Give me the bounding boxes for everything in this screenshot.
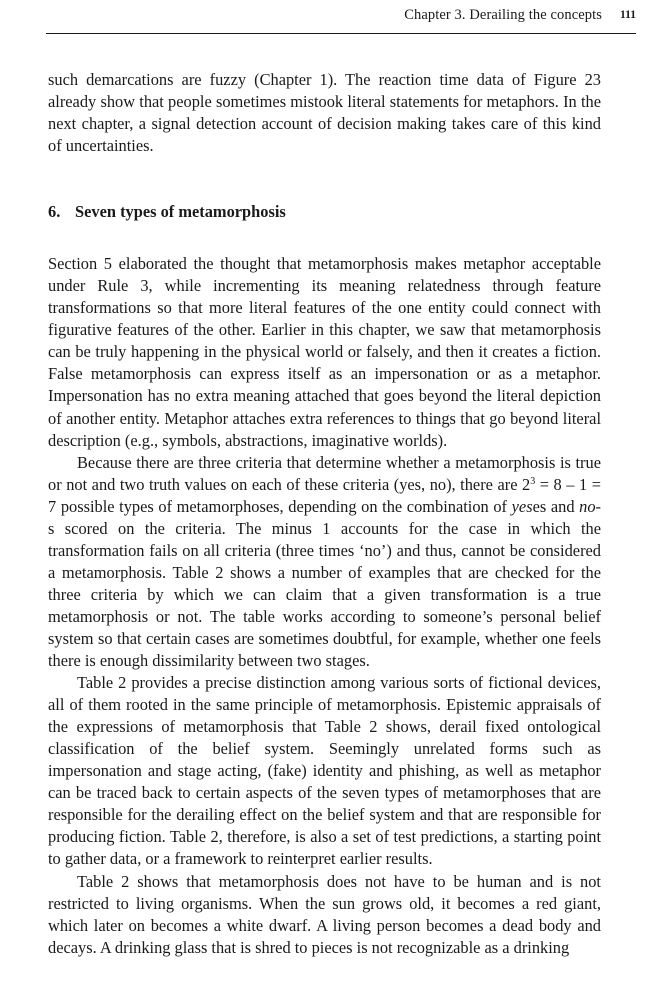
page-number: 111 (620, 9, 636, 21)
italic-no: no (579, 496, 596, 516)
paragraph-1: Section 5 elaborated the thought that metamorphosis makes metaphor acceptable under Rule 3, while incrementing its meaning relatedness through feature transformations so that more literal features of the one entity could connect with figurative features of the other. Earlier in this chapter, we saw that metamorphosis can be truly happening in the physical world or falsely, and then it creates a fiction. False metamorphosis can express itself as an impersonation or as a metaphor. Impersonation has no extra meaning attached that goes beyond the literal depiction of another entity. Metaphor attaches extra references to things that go beyond literal description (e.g., symbols, abstractions, imaginative worlds). (48, 254, 601, 450)
paragraph-2-part-d: -s scored on the criteria. The minus 1 accounts for the case in which the transformation fails on all criteria (three times ‘no’) and thus, cannot be considered a metamorphosis. Table 2 shows a number of examples that are checked for the three criteria by which we can claim that a given transformation is a true metamorphosis or not. The table works according to someone’s personal belief system so that certain cases are sometimes doubtful, for example, whether one feels there is enough dissimilarity between two stages. (48, 496, 601, 671)
paragraph-2-part-a: Because there are three criteria that determine whether a metamorphosis is true or not and two truth values on each of these criteria (yes, no), there are 2 (48, 452, 601, 494)
section-title: Seven types of metamorphosis (75, 202, 286, 222)
exponent: 3 (530, 475, 536, 487)
section-heading (48, 201, 601, 223)
paragraph-2-part-c: es and (532, 496, 580, 516)
paragraph-2-part-b: = 8 – 1 = 7 possible types of metamorphoses, depending on the combination of (48, 474, 602, 516)
chapter-title: Chapter 3. Derailing the concepts (404, 7, 602, 23)
running-head (46, 0, 636, 34)
section-number: 6. (48, 202, 61, 222)
body-text (48, 69, 601, 959)
paragraph-2 (48, 452, 601, 672)
paragraph-continuation: such demarcations are fuzzy (Chapter 1). The reaction time data of Figure 23 already show that people sometimes mistook literal statements for metaphors. In the next chapter, a signal detection account of decision making takes care of this kind of uncertainties. (48, 70, 601, 156)
paragraph-4: Table 2 shows that metamorphosis does not have to be human and is not restricted to living organisms. When the sun grows old, it becomes a red giant, which later on becomes a white dwarf. A living person becomes a dead body and decays. A drinking glass that is shred to pieces is not recognizable as a drinking (48, 871, 601, 957)
italic-yes: yes (511, 496, 533, 516)
paragraph-3: Table 2 provides a precise distinction among various sorts of fictional devices, all of them rooted in the same principle of metamorphosis. Epistemic appraisals of the expressions of metamorphosis that Table 2 shows, derail fixed ontological classification of the belief system. Seemingly unrelated forms such as impersonation and stage acting, (fake) identity and phishing, as well as metaphor can be traced back to certain aspects of the seven types of metamorphoses that are responsible for the derailing effect on the belief system and that are responsible for producing fiction. Table 2, therefore, is also a set of test predictions, a starting point to gather data, or a framework to reinterpret earlier results. (48, 673, 601, 869)
